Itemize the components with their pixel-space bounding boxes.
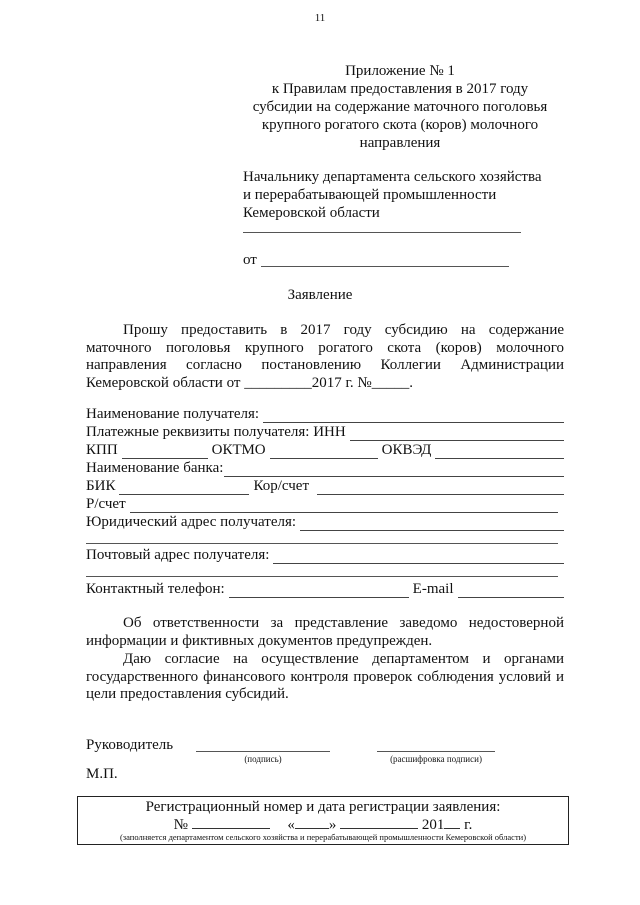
postal-address-label: Почтовый адрес получателя: xyxy=(86,547,270,563)
oktmo-label: ОКТМО xyxy=(211,442,266,458)
field-legal-address[interactable] xyxy=(86,513,564,531)
field-bik-corr[interactable] xyxy=(86,477,564,495)
payment-details-label: Платежные реквизиты получателя: ИНН xyxy=(86,424,346,440)
field-payment-details[interactable] xyxy=(86,423,564,441)
from-label: от xyxy=(243,252,257,268)
account-label: Р/счет xyxy=(86,496,126,512)
kpp-blank[interactable] xyxy=(122,445,208,459)
email-blank[interactable] xyxy=(458,584,565,598)
registration-year-blank[interactable] xyxy=(444,816,460,829)
phone-label: Контактный телефон: xyxy=(86,581,225,597)
oktmo-blank[interactable] xyxy=(270,445,378,459)
bik-label: БИК xyxy=(86,478,116,494)
number-sign: № xyxy=(173,817,188,833)
appendix-line-1: Приложение № 1 xyxy=(345,63,455,79)
addressee-blank-line[interactable] xyxy=(243,232,521,233)
field-phone-email[interactable] xyxy=(86,580,564,598)
registration-month-blank[interactable] xyxy=(340,816,418,829)
appendix-line-4: крупного рогатого скота (коров) молочного xyxy=(261,117,539,133)
field-postal-address[interactable] xyxy=(86,546,564,564)
signature-caption: (подпись) xyxy=(244,754,282,764)
registration-day-blank[interactable] xyxy=(295,816,329,829)
from-blank-line[interactable] xyxy=(261,266,509,267)
okved-blank[interactable] xyxy=(435,445,564,459)
okved-label: ОКВЭД xyxy=(381,442,432,458)
appendix-line-3: субсидии на содержание маточного поголовья xyxy=(252,99,548,115)
appendix-header xyxy=(230,62,570,152)
registration-title: Регистрационный номер и дата регистрации заявления: xyxy=(145,799,501,815)
email-label: E-mail xyxy=(412,581,454,597)
signature-line[interactable] xyxy=(196,751,330,752)
recipient-name-label: Наименование получателя: xyxy=(86,406,260,422)
page-number: 11 xyxy=(314,12,326,24)
addressee-line-2: и перерабатывающей промышленности xyxy=(243,187,497,203)
request-paragraph: Прошу предоставить в 2017 году субсидию на содержание маточного поголовья крупного рогатого скота (коров) молочного направления согласно постановлению Коллегии Администрации Кемеровской области от _________2017 г. №_____. xyxy=(86,322,564,391)
year-prefix: 201 xyxy=(421,817,445,833)
addressee-line-1: Начальнику департамента сельского хозяйства xyxy=(243,169,542,185)
corr-account-blank[interactable] xyxy=(317,481,564,495)
registration-number-blank[interactable] xyxy=(192,816,270,829)
year-suffix: г. xyxy=(464,817,473,833)
corr-account-label: Кор/счет xyxy=(253,478,309,494)
legal-address-label: Юридический адрес получателя: xyxy=(86,514,297,530)
decoding-line[interactable] xyxy=(377,751,495,752)
bik-blank[interactable] xyxy=(119,481,249,495)
decoding-caption: (расшифровка подписи) xyxy=(390,754,482,764)
consent-paragraph: Даю согласие на осуществление департаментом и органами государственного финансового контроля проверок соблюдения условий и цели предоставления субсидий. xyxy=(86,651,564,702)
registration-box xyxy=(77,796,569,845)
field-kpp-oktmo-okved[interactable] xyxy=(86,441,564,459)
addressee-block xyxy=(243,168,583,222)
document-title: Заявление xyxy=(287,287,353,303)
addressee-line-3: Кемеровской области xyxy=(243,205,380,221)
legal-address-extra-line[interactable] xyxy=(86,543,558,544)
phone-blank[interactable] xyxy=(229,584,409,598)
appendix-line-5: направления xyxy=(359,135,441,151)
appendix-line-2: к Правилам предоставления в 2017 году xyxy=(271,81,529,97)
field-account[interactable] xyxy=(86,495,564,513)
seal-label: М.П. xyxy=(86,766,118,782)
postal-address-extra-line[interactable] xyxy=(86,576,558,577)
quote-open: « xyxy=(287,817,295,833)
field-bank-name[interactable] xyxy=(86,459,564,477)
quote-close: » xyxy=(328,817,337,833)
bank-name-label: Наименование банка: xyxy=(86,460,224,476)
head-label: Руководитель xyxy=(86,737,174,753)
registration-note: (заполняется департаментом сельского хозяйства и перерабатывающей промышленности Кемеровской области) xyxy=(119,832,527,842)
kpp-label: КПП xyxy=(86,442,118,458)
responsibility-paragraph: Об ответственности за представление заведомо недостоверной информации и фиктивных документов предупрежден. xyxy=(86,615,564,649)
field-recipient-name[interactable] xyxy=(86,405,564,423)
